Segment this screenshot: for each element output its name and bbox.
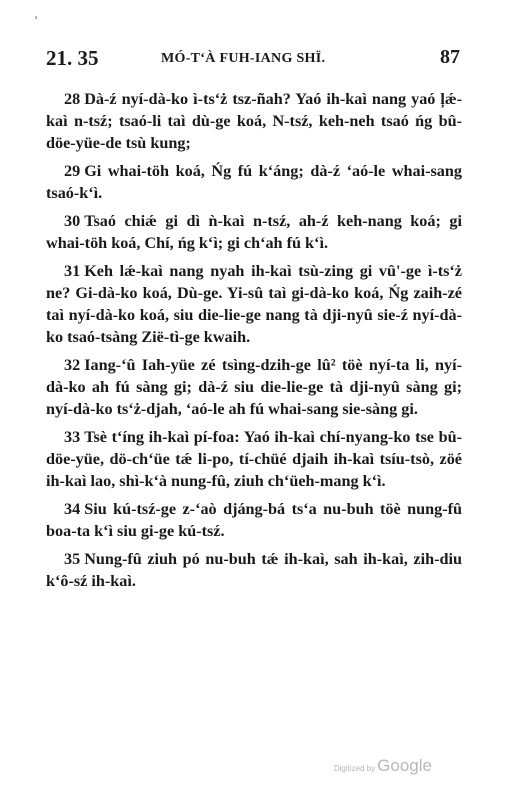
digitization-watermark [334, 756, 432, 776]
verse [46, 498, 462, 542]
verse-number: 32 [64, 356, 81, 374]
verse [46, 354, 462, 420]
verse-text: Siu kú-tsź-ge z-‘aò djáng-bá ts‘a nu-buh töè nung-fû boa-ta k‘ì siu gi-ge kú-tsź. [46, 500, 462, 540]
verse-number: 34 [64, 500, 81, 518]
page-number: 87 [440, 46, 460, 68]
verse-number: 28 [64, 90, 81, 108]
verse-text: Tsè t‘íng ih-kaì pí-foa: Yaó ih-kaì chí-nyang-ko tse bû-döe-yüe, dö-ch‘üe tǽ li-po, tí-chüé djaih ih-kaì tsíu-tsò, zöé ih-kaì lao, shì-k‘à nung-fû, ziuh ch‘üeh-mang k‘ì. [46, 428, 462, 490]
book-title: MÓ-T‘À FUH-IANG SHÏ. [161, 51, 326, 66]
verse-text: Dà-ź nyí-dà-ko ì-ts‘ż tsz-ñah? Yaó ih-kaì nang yaó ļǽ-kaì n-tsź; tsaó-li taì dù-ge koá, N-tsź, keh-neh tsaó ńg bû-döe-yüe-de tsù kung; [46, 90, 462, 152]
corner-mark: ' [35, 13, 38, 27]
verse [46, 426, 462, 492]
verse [46, 160, 462, 204]
chapter-verse-reference: 21. 35 [46, 46, 99, 70]
verse-number: 30 [64, 212, 81, 230]
verse [46, 88, 462, 154]
verse-number: 35 [64, 550, 81, 568]
verse-text: Keh lǽ-kaì nang nyah ih-kaì tsù-zing gi vû'-ge ì-ts‘ż ne? Gi-dà-ko koá, Dù-ge. Yi-sû taì gi-dà-ko koá, Ńg zaih-zé taì nyí-dà-ko koá, siu die-lie-ge nang tà dji-nyû sie-ź nyí-dà-ko tsaó-tsàng Zië-tì-ge kwaih. [46, 262, 462, 346]
verse-text: Iang-‘û Iah-yüe zé tsìng-dzih-ge lû² töè nyí-ta li, nyí-dà-ko ah fú sàng gi; dà-ź siu die-lie-ge tà dji-nyû sàng gi; nyí-dà-ko ts‘ż-djah, ‘aó-le ah fú whai-sang sie-sàng gi. [46, 356, 462, 418]
verse [46, 210, 462, 254]
watermark-prefix: Digitized by [333, 764, 376, 773]
verse [46, 260, 462, 348]
verse [46, 548, 462, 592]
verse-number: 31 [64, 262, 81, 280]
verse-text: Nung-fû ziuh pó nu-buh tǽ ih-kaì, sah ih-kaì, zih-diu k‘ô-sź ih-kaì. [46, 550, 462, 590]
running-head [46, 46, 460, 72]
verse-number: 29 [64, 162, 81, 180]
verse-number: 33 [64, 428, 81, 446]
scripture-text [46, 88, 462, 598]
watermark-brand: Google [377, 756, 432, 775]
verse-text: Gi whai-töh koá, Ńg fú k‘áng; dà-ź ‘aó-le whai-sang tsaó-k‘ì. [46, 162, 462, 202]
verse-text: Tsaó chiǽ gi dì ǹ-kaì n-tsź, ah-ź keh-nang koá; gi whai-töh koá, Chí, ńg k‘ì; gi ch‘ah fú k‘ì. [46, 212, 462, 252]
